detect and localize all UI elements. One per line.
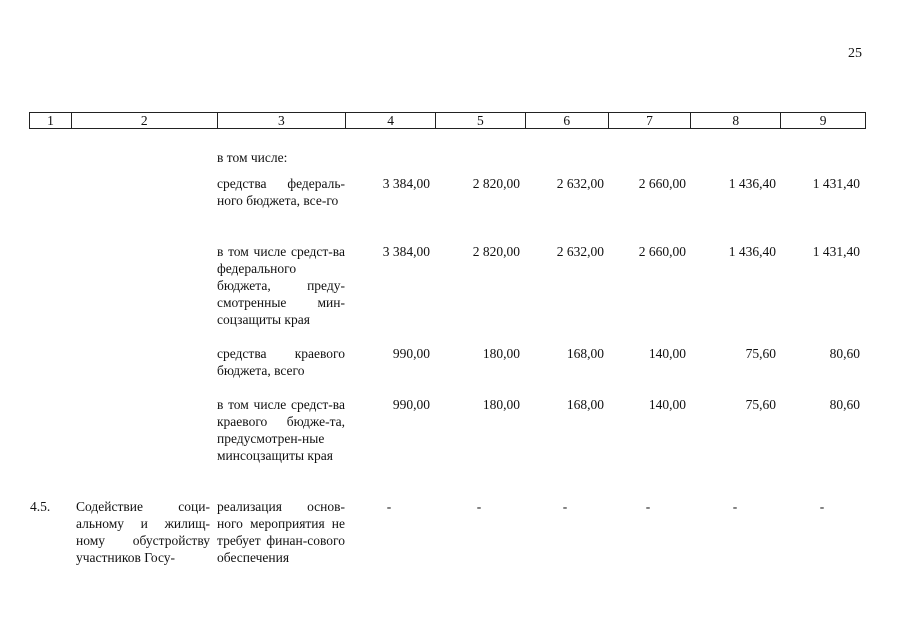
header-col-1: 1 [30, 113, 72, 128]
header-col-2: 2 [72, 113, 218, 128]
table-cell: 3 384,00 [382, 176, 430, 191]
header-col-5: 5 [436, 113, 526, 128]
table-cell: - [732, 499, 738, 514]
table-cell: 2 820,00 [472, 244, 520, 259]
table-cell: 2 632,00 [556, 244, 604, 259]
table-cell: 180,00 [482, 397, 520, 412]
header-col-3: 3 [218, 113, 347, 128]
table-header-row [29, 112, 866, 129]
table-cell: 2 820,00 [472, 176, 520, 191]
table-cell: 180,00 [482, 346, 520, 361]
table-cell: 140,00 [648, 346, 686, 361]
row-label: в том числе: [217, 150, 288, 165]
row-label: средства федераль-ного бюджета, все-го [217, 176, 345, 208]
header-col-4: 4 [346, 113, 436, 128]
table-cell: 2 660,00 [638, 244, 686, 259]
table-cell: - [562, 499, 568, 514]
table-cell: 3 384,00 [382, 244, 430, 259]
table-cell: 80,60 [829, 346, 860, 361]
header-col-7: 7 [609, 113, 692, 128]
table-cell: 1 431,40 [812, 176, 860, 191]
table-cell: 75,60 [745, 397, 776, 412]
table-cell: 990,00 [392, 346, 430, 361]
table-cell: - [476, 499, 482, 514]
table-cell: 1 436,40 [728, 244, 776, 259]
measure-name: Содействие соци-альному и жилищ-ному обустройству участников Госу- [76, 499, 210, 565]
table-cell: 2 660,00 [638, 176, 686, 191]
table-cell: 990,00 [392, 397, 430, 412]
table-cell: 168,00 [566, 397, 604, 412]
table-cell: 168,00 [566, 346, 604, 361]
page-number: 25 [848, 46, 862, 61]
row-label: в том числе средст-ва федерального бюджета, преду-смотренные мин-соцзащиты края [217, 244, 345, 327]
row-label: в том числе средст-ва краевого бюдже-та, предусмотрен-ные минсоцзащиты края [217, 397, 345, 463]
header-col-6: 6 [526, 113, 609, 128]
table-cell: - [819, 499, 825, 514]
table-cell: 140,00 [648, 397, 686, 412]
header-col-9: 9 [819, 113, 827, 128]
table-cell: - [645, 499, 651, 514]
table-cell: 1 436,40 [728, 176, 776, 191]
header-col-8: 8 [691, 113, 781, 128]
row-label: средства краевого бюджета, всего [217, 346, 345, 378]
table-cell: 2 632,00 [556, 176, 604, 191]
table-cell: - [386, 499, 392, 514]
table-cell: 75,60 [745, 346, 776, 361]
table-cell: 80,60 [829, 397, 860, 412]
table-cell: 1 431,40 [812, 244, 860, 259]
row-number: 4.5. [30, 499, 51, 514]
measure-note: реализация основ-ного мероприятия не требует финан-сового обеспечения [217, 499, 345, 565]
